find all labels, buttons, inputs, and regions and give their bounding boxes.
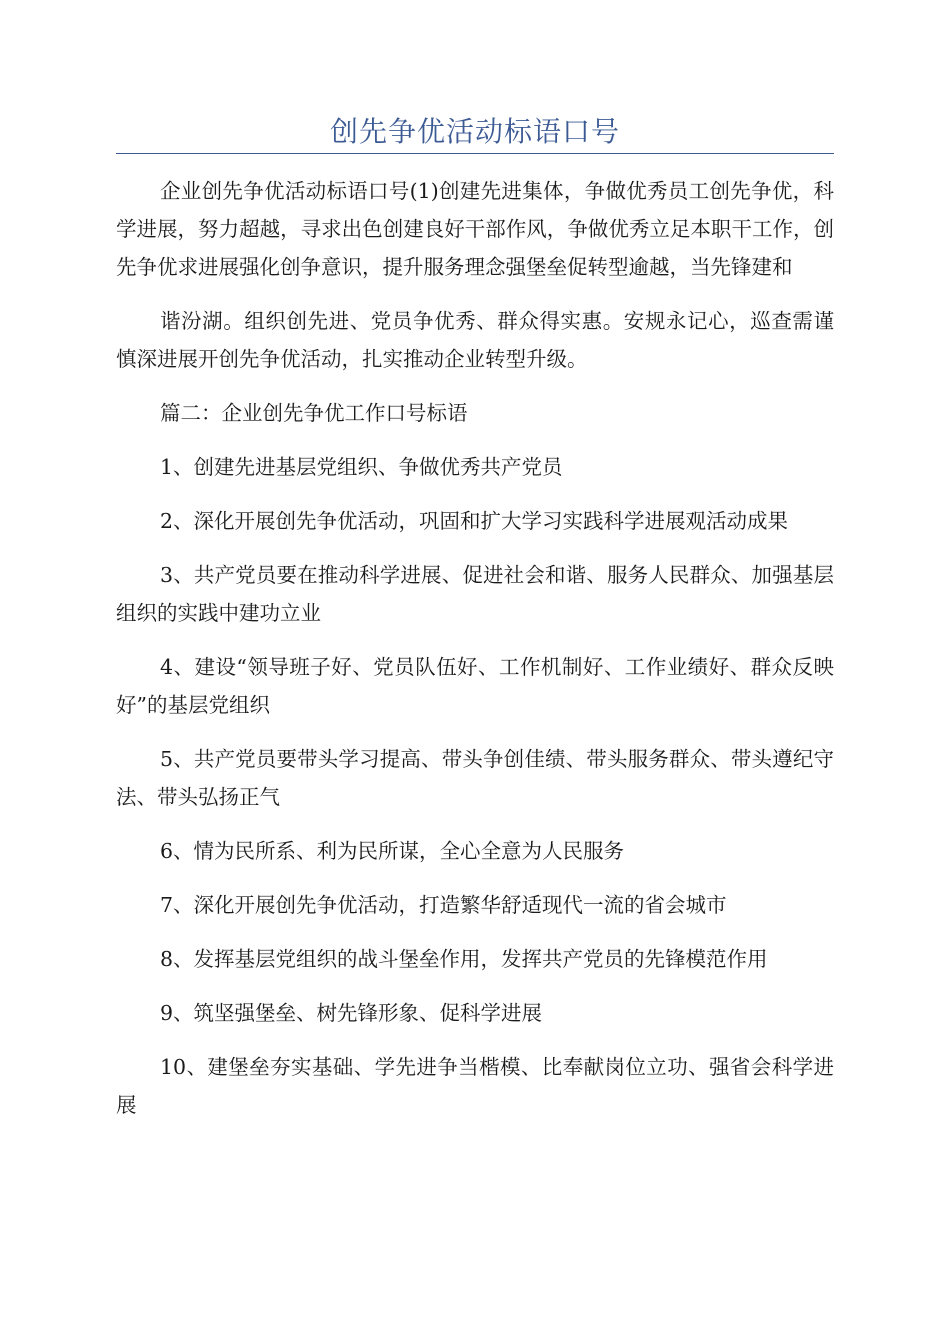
section-heading: 篇二：企业创先争优工作口号标语 <box>160 401 468 425</box>
slogan-item-1: 1、创建先进基层党组织、争做优秀共产党员 <box>160 455 563 479</box>
slogan-item-3: 3、共产党员要在推动科学进展、促进社会和谐、服务人民群众、加强基层组织的实践中建功立业 <box>116 563 834 625</box>
intro-paragraph-continued: 谐汾湖。组织创先进、党员争优秀、群众得实惠。安规永记心，巡查需谨慎深进展开创先争优活动，扎实推动企业转型升级。 <box>116 309 834 371</box>
document-body <box>116 172 834 1140</box>
slogan-item-2: 2、深化开展创先争优活动，巩固和扩大学习实践科学进展观活动成果 <box>160 509 789 533</box>
slogan-item-7: 7、深化开展创先争优活动，打造繁华舒适现代一流的省会城市 <box>160 893 727 917</box>
slogan-item-9: 9、筑坚强堡垒、树先锋形象、促科学进展 <box>160 1001 543 1025</box>
slogan-item-10: 10、建堡垒夯实基础、学先进争当楷模、比奉献岗位立功、强省会科学进展 <box>116 1055 834 1117</box>
slogan-item-6: 6、情为民所系、利为民所谋，全心全意为人民服务 <box>160 839 625 863</box>
slogan-item-5: 5、共产党员要带头学习提高、带头争创佳绩、带头服务群众、带头遵纪守法、带头弘扬正气 <box>116 747 834 809</box>
intro-paragraph: 企业创先争优活动标语口号(1)创建先进集体，争做优秀员工创先争优，科学进展，努力超越，寻求出色创建良好干部作风，争做优秀立足本职干工作，创先争优求进展强化创争意识，提升服务理念强堡垒促转型逾越，当先锋建和 <box>116 179 834 279</box>
title-underline <box>116 153 834 154</box>
document-title: 创先争优活动标语口号 <box>329 115 620 148</box>
slogan-item-4: 4、建设“领导班子好、党员队伍好、工作机制好、工作业绩好、群众反映好”的基层党组织 <box>116 655 834 717</box>
slogan-item-8: 8、发挥基层党组织的战斗堡垒作用，发挥共产党员的先锋模范作用 <box>160 947 768 971</box>
